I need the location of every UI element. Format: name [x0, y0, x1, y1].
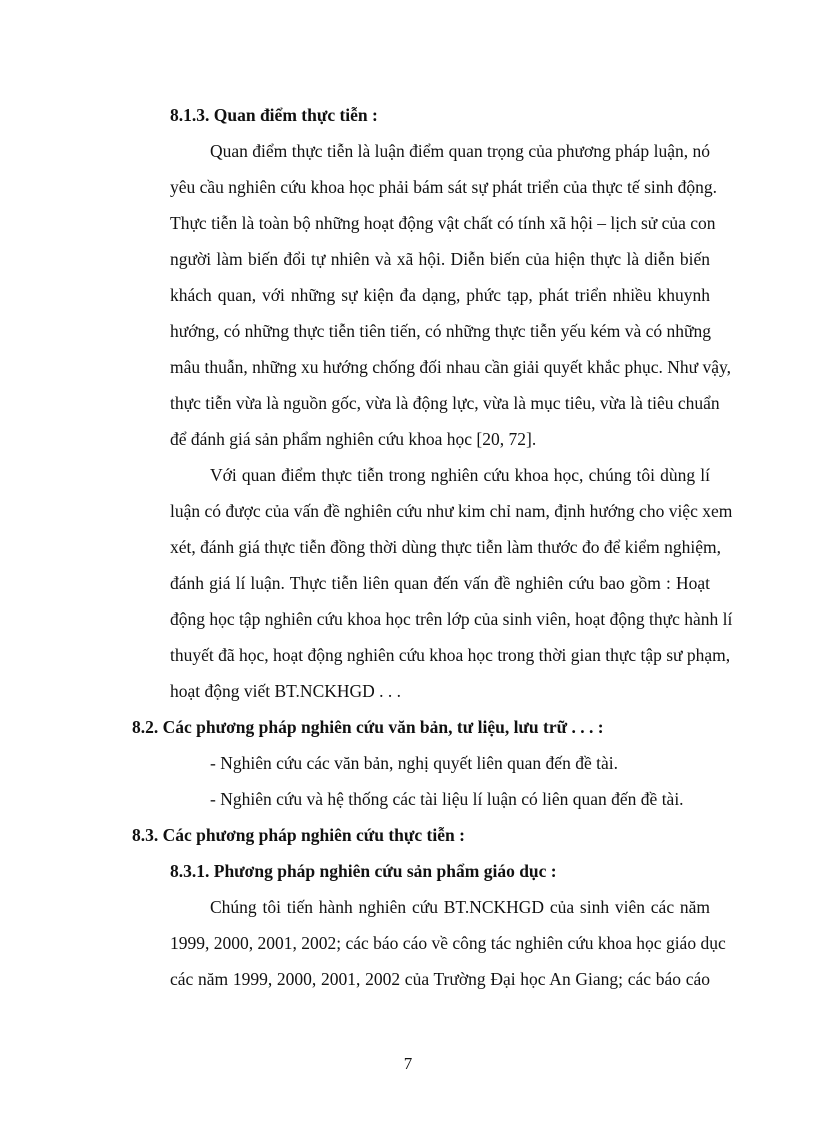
paragraph-line: thực tiễn vừa là nguồn gốc, vừa là động lực, vừa là mục tiêu, vừa là tiêu chuẩn: [170, 393, 720, 413]
paragraph-line: hoạt động viết BT.NCKHGD . . .: [170, 681, 402, 701]
section-heading-8-1-3: 8.1.3. Quan điểm thực tiễn :: [170, 105, 378, 125]
paragraph-line: mâu thuẫn, những xu hướng chống đối nhau cần giải quyết khắc phục. Như vậy,: [170, 357, 731, 377]
paragraph-line: yêu cầu nghiên cứu khoa học phải bám sát sự phát triển của thực tế sinh động.: [170, 177, 717, 197]
paragraph-line: Chúng tôi tiến hành nghiên cứu BT.NCKHGD của sinh viên các năm: [210, 897, 710, 917]
paragraph-line: thuyết đã học, hoạt động nghiên cứu khoa học trong thời gian thực tập sư phạm,: [170, 645, 731, 665]
paragraph-line: Thực tiễn là toàn bộ những hoạt động vật chất có tính xã hội – lịch sử của con: [170, 213, 716, 233]
list-item: - Nghiên cứu các văn bản, nghị quyết liên quan đến đề tài.: [210, 753, 618, 773]
paragraph-line: Quan điểm thực tiễn là luận điểm quan trọng của phương pháp luận, nó: [210, 141, 710, 161]
paragraph-line: để đánh giá sản phẩm nghiên cứu khoa học [20, 72].: [170, 429, 537, 449]
paragraph-line: đánh giá lí luận. Thực tiễn liên quan đến vấn đề nghiên cứu bao gồm : Hoạt: [170, 573, 710, 593]
paragraph-line: khách quan, với những sự kiện đa dạng, phức tạp, phát triển nhiều khuynh: [170, 285, 710, 305]
section-heading-8-3: 8.3. Các phương pháp nghiên cứu thực tiễn :: [132, 825, 465, 845]
paragraph-line: xét, đánh giá thực tiễn đồng thời dùng thực tiễn làm thước đo để kiểm nghiệm,: [170, 537, 721, 557]
list-item: - Nghiên cứu và hệ thống các tài liệu lí luận có liên quan đến đề tài.: [210, 789, 684, 809]
paragraph-line: người làm biến đổi tự nhiên và xã hội. Diễn biến của hiện thực là diễn biến: [170, 249, 710, 269]
paragraph-line: động học tập nghiên cứu khoa học trên lớp của sinh viên, hoạt động thực hành lí: [170, 609, 733, 629]
paragraph-line: Với quan điểm thực tiễn trong nghiên cứu khoa học, chúng tôi dùng lí: [210, 465, 710, 485]
paragraph-line: các năm 1999, 2000, 2001, 2002 của Trường Đại học An Giang; các báo cáo: [170, 969, 710, 989]
paragraph-line: 1999, 2000, 2001, 2002; các báo cáo về công tác nghiên cứu khoa học giáo dục: [170, 933, 726, 953]
page-number: 7: [403, 1054, 413, 1073]
section-heading-8-2: 8.2. Các phương pháp nghiên cứu văn bản, tư liệu, lưu trữ . . . :: [132, 717, 604, 737]
paragraph-line: luận có được của vấn đề nghiên cứu như kim chỉ nam, định hướng cho việc xem: [170, 501, 733, 521]
paragraph-line: hướng, có những thực tiễn tiên tiến, có những thực tiễn yếu kém và có những: [170, 321, 711, 341]
section-heading-8-3-1: 8.3.1. Phương pháp nghiên cứu sản phẩm giáo dục :: [170, 861, 557, 881]
